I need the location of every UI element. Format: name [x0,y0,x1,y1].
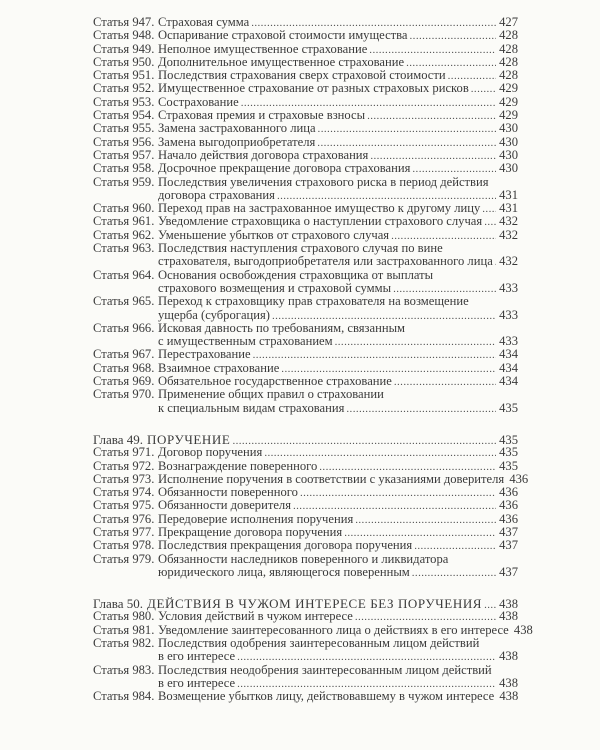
article-title: Досрочное прекращение договора страхования [158,161,411,176]
article-number: Статья 978. [93,538,155,553]
toc-entry[interactable] [93,56,518,69]
page-number: 434 [499,347,518,362]
toc-entry[interactable] [93,109,518,122]
toc-entry[interactable] [93,513,518,526]
article-number: Статья 981. [93,622,155,637]
page-number: 438 [499,689,519,704]
entry-line [93,149,518,162]
article-title: Страховая премия и страховые взносы [158,108,366,123]
entry-line [93,539,518,552]
article-title: Договор поручения [158,445,263,460]
dot-leader [495,256,496,269]
dot-leader [484,216,496,229]
entry-line [93,122,518,135]
page-number: 428 [499,41,518,56]
page-number: 434 [499,360,518,375]
chapter-title: ПОРУЧЕНИЕ [147,431,231,447]
toc-entry[interactable] [93,176,518,203]
dot-leader [346,403,496,416]
article-title: Взаимное страхование [158,360,280,375]
article-title: Переход к страховщику прав страхователя на возмещение [158,294,469,309]
article-number: Статья 959. [93,174,155,189]
entry-line [93,610,518,623]
dot-leader [394,376,496,389]
dot-leader [410,30,496,43]
entry-line [93,553,518,566]
entry-line [93,499,518,512]
chapter-heading[interactable] [93,597,518,610]
page-number: 435 [499,432,518,447]
article-title: Переход прав на застрахованное имущество к другому лицу [158,201,481,216]
article-number: Статья 977. [93,524,155,539]
entry-line [93,295,518,308]
toc-entry[interactable] [93,149,518,162]
entry-line [93,69,518,82]
dot-leader [318,123,496,136]
toc-entry[interactable] [93,553,518,580]
toc-entry[interactable] [93,471,529,486]
entry-line [93,56,518,69]
article-number: Статья 951. [93,68,155,83]
entry-line [93,176,518,189]
article-title: Последствия увеличения страхового риска в период действия [158,174,489,189]
page-number: 436 [499,498,518,513]
page-number: 432 [499,254,518,269]
article-number: Статья 956. [93,134,155,149]
toc-entry[interactable] [93,460,518,473]
article-number: Статья 958. [93,161,155,176]
chapter-heading[interactable] [93,433,518,446]
article-title: Оспаривание страховой стоимости имущества [158,28,408,43]
article-title: Прекращение договора поручения [158,524,343,539]
article-number: Статья 964. [93,267,155,282]
entry-line [93,513,518,526]
article-title: Условия действий в чужом интересе [158,609,353,624]
entry-line [93,348,518,361]
entry-line [93,96,518,109]
page-number: 430 [499,134,518,149]
entry-line [93,622,533,637]
article-number: Статья 960. [93,201,155,216]
toc-entry[interactable] [93,375,518,388]
toc-entry[interactable] [93,322,518,349]
entry-line [93,402,518,415]
toc-entry[interactable] [93,664,518,691]
toc-entry[interactable] [93,446,518,459]
chapter-number: Глава 49. [93,431,144,447]
page-number: 435 [499,445,518,460]
entry-line [93,650,518,663]
entry-line [93,269,518,282]
article-title: к специальным видам страхования [158,400,345,415]
article-number: Статья 950. [93,54,155,69]
page-number: 438 [499,675,518,690]
toc-entry[interactable] [93,499,518,512]
article-number: Статья 949. [93,41,155,56]
page-number: 429 [499,108,518,123]
toc-entry[interactable] [93,162,518,175]
toc-entry[interactable] [93,43,518,56]
article-number: Статья 972. [93,458,155,473]
toc-entry[interactable] [93,215,518,228]
chapter-number: Глава 50. [93,596,144,612]
article-number: Статья 983. [93,662,155,677]
article-title: Имущественное страхование от разных страховых рисков [158,81,469,96]
toc-entry[interactable] [93,16,518,29]
page-number: 438 [513,622,533,637]
page-number: 435 [499,458,518,473]
entry-line [93,375,518,388]
table-of-contents [93,15,533,704]
entry-line [93,460,518,473]
entry-line [93,189,518,202]
article-number: Статья 962. [93,227,155,242]
article-title: договора страхования [158,187,275,202]
article-title: Основания освобождения страховщика от выплаты [158,267,434,282]
entry-line [93,109,518,122]
article-title: Возмещение убытков лицу, действовавшему в чужом интересе [158,689,495,704]
toc-entry[interactable] [93,388,518,415]
article-title: Передоверие исполнения поручения [158,511,354,526]
article-number: Статья 970. [93,387,155,402]
dot-leader [367,110,496,123]
article-number: Статья 967. [93,347,155,362]
article-title: Перестрахование [158,347,251,362]
toc-entry[interactable] [93,610,518,623]
toc-section [93,431,529,579]
article-title: Последствия одобрения заинтересованным лицом действий [158,636,480,651]
article-title: Уведомление заинтересованного лица о действиях в его интересе [158,622,509,637]
article-title: Страховая сумма [158,15,250,29]
article-number: Статья 974. [93,485,155,500]
entry-line [93,202,518,215]
article-title: ущерба (суброгация) [158,307,270,322]
entry-line [93,136,518,149]
toc-entry[interactable] [93,362,518,375]
page-number: 438 [499,609,518,624]
entry-line [93,242,518,255]
article-number: Статья 973. [93,471,155,486]
toc-entry[interactable] [93,486,518,499]
article-title: Обязательное государственное страхование [158,374,392,389]
article-number: Статья 966. [93,320,155,335]
page-number: 431 [499,187,518,202]
entry-line [93,309,518,322]
article-title: Обязанности доверителя [158,498,291,513]
article-number: Статья 947. [93,15,155,29]
entry-line [93,16,518,29]
article-number: Статья 952. [93,81,155,96]
page-number: 427 [499,15,518,29]
page-number: 433 [499,334,518,349]
article-title: Последствия неодобрения заинтересованным лицом действий [158,662,492,677]
page-number: 437 [499,564,518,579]
dot-leader [355,514,496,527]
page-number: 433 [499,280,518,295]
article-title: Замена выгодоприобретателя [158,134,316,149]
page-number: 434 [499,374,518,389]
dot-leader [484,599,496,612]
dot-leader [482,203,496,216]
article-number: Статья 982. [93,636,155,651]
article-number: Статья 971. [93,445,155,460]
entry-line [93,362,518,375]
entry-line [93,43,518,56]
entry-line [93,637,518,650]
article-title: Последствия наступления страхового случая по вине [158,241,443,256]
article-title: Исполнение поручения в соответствии с указаниями доверителя [158,471,505,486]
entry-line [93,29,518,42]
article-number: Статья 975. [93,498,155,513]
dot-leader [471,83,496,96]
dot-leader [232,435,496,448]
article-number: Статья 953. [93,94,155,109]
article-title: страхового возмещения и страховой суммы [158,280,392,295]
page-number: 429 [499,81,518,96]
toc-entry[interactable] [93,295,518,322]
page-number: 432 [499,227,518,242]
page-number: 437 [499,538,518,553]
entry-line [93,255,518,268]
article-number: Статья 968. [93,360,155,375]
article-number: Статья 984. [93,689,155,704]
page-number: 429 [499,94,518,109]
article-title: Исковая давность по требованиям, связанным [158,320,406,335]
page-number: 430 [499,121,518,136]
article-title: страхователя, выгодоприобретателя или застрахованного лица [158,254,493,269]
page-number: 435 [499,400,518,415]
article-title: Вознаграждение поверенного [158,458,318,473]
article-title: Дополнительное имущественное страхование [158,54,405,69]
entry-line [93,229,518,242]
toc-section [93,16,518,415]
entry-line [93,486,518,499]
article-title: Уменьшение убытков от страхового случая [158,227,390,242]
article-number: Статья 979. [93,551,155,566]
article-title: Последствия прекращения договора поручения [158,538,413,553]
article-title: в его интересе [158,649,236,664]
toc-entry[interactable] [93,242,518,269]
article-number: Статья 965. [93,294,155,309]
dot-leader [335,336,496,349]
toc-entry[interactable] [93,539,518,552]
page-number: 438 [499,649,518,664]
toc-entry[interactable] [93,29,518,42]
article-number: Статья 969. [93,374,155,389]
article-number: Статья 954. [93,108,155,123]
entry-line [93,82,518,95]
article-title: Уведомление страховщика о наступлении страхового случая [158,214,483,229]
entry-line [93,215,518,228]
toc-entry[interactable] [93,202,518,215]
article-title: Применение общих правил о страховании [158,387,384,402]
article-number: Статья 963. [93,241,155,256]
page-number: 436 [499,511,518,526]
article-title: юридического лица, являющегося поверенным [158,564,410,579]
page-number: 436 [499,485,518,500]
article-number: Статья 948. [93,28,155,43]
page-number: 436 [509,471,529,486]
toc-entry[interactable] [93,622,533,637]
article-number: Статья 976. [93,511,155,526]
article-title: Замена застрахованного лица [158,121,316,136]
page-number: 433 [499,307,518,322]
entry-line [93,471,529,486]
page-number: 430 [499,161,518,176]
toc-entry[interactable] [93,637,518,664]
entry-line [93,566,518,579]
page-number: 437 [499,524,518,539]
toc-entry[interactable] [93,136,518,149]
page-number: 428 [499,68,518,83]
article-number: Статья 961. [93,214,155,229]
article-title: в его интересе [158,675,236,690]
entry-line [93,282,518,295]
toc-entry[interactable] [93,348,518,361]
entry-line [93,526,518,539]
entry-line [93,335,518,348]
article-title: с имущественным страхованием [158,334,333,349]
entry-line [93,664,518,677]
toc-entry[interactable] [93,122,518,135]
toc-entry[interactable] [93,269,518,296]
article-title: Сострахование [158,94,239,109]
article-title: Неполное имущественное страхование [158,41,368,56]
article-title: Последствия страхования сверх страховой стоимости [158,68,446,83]
page-number: 428 [499,28,518,43]
dot-leader [412,567,496,580]
toc-section [93,596,533,704]
article-number: Статья 980. [93,609,155,624]
toc-entry[interactable] [93,82,518,95]
entry-line [93,322,518,335]
page-number: 438 [499,597,518,612]
article-title: Обязанности наследников поверенного и ликвидатора [158,551,449,566]
entry-line [93,162,518,175]
chapter-title: ДЕЙСТВИЯ В ЧУЖОМ ИНТЕРЕСЕ БЕЗ ПОРУЧЕНИЯ [147,596,483,612]
entry-line [93,388,518,401]
article-number: Статья 957. [93,147,155,162]
toc-entry[interactable] [93,96,518,109]
page-number: 431 [499,201,518,216]
page-number: 430 [499,147,518,162]
entry-line [93,677,518,690]
entry-line [93,690,518,703]
dot-leader [253,349,496,362]
dot-leader [300,487,496,500]
page-number: 428 [499,54,518,69]
page-number: 432 [499,214,518,229]
toc-entry[interactable] [93,526,518,539]
entry-line [93,446,518,459]
article-title: Обязанности поверенного [158,485,298,500]
toc-entry[interactable] [93,690,518,703]
article-number: Статья 955. [93,121,155,136]
toc-entry[interactable] [93,69,518,82]
toc-entry[interactable] [93,229,518,242]
article-title: Начало действия договора страхования [158,147,369,162]
